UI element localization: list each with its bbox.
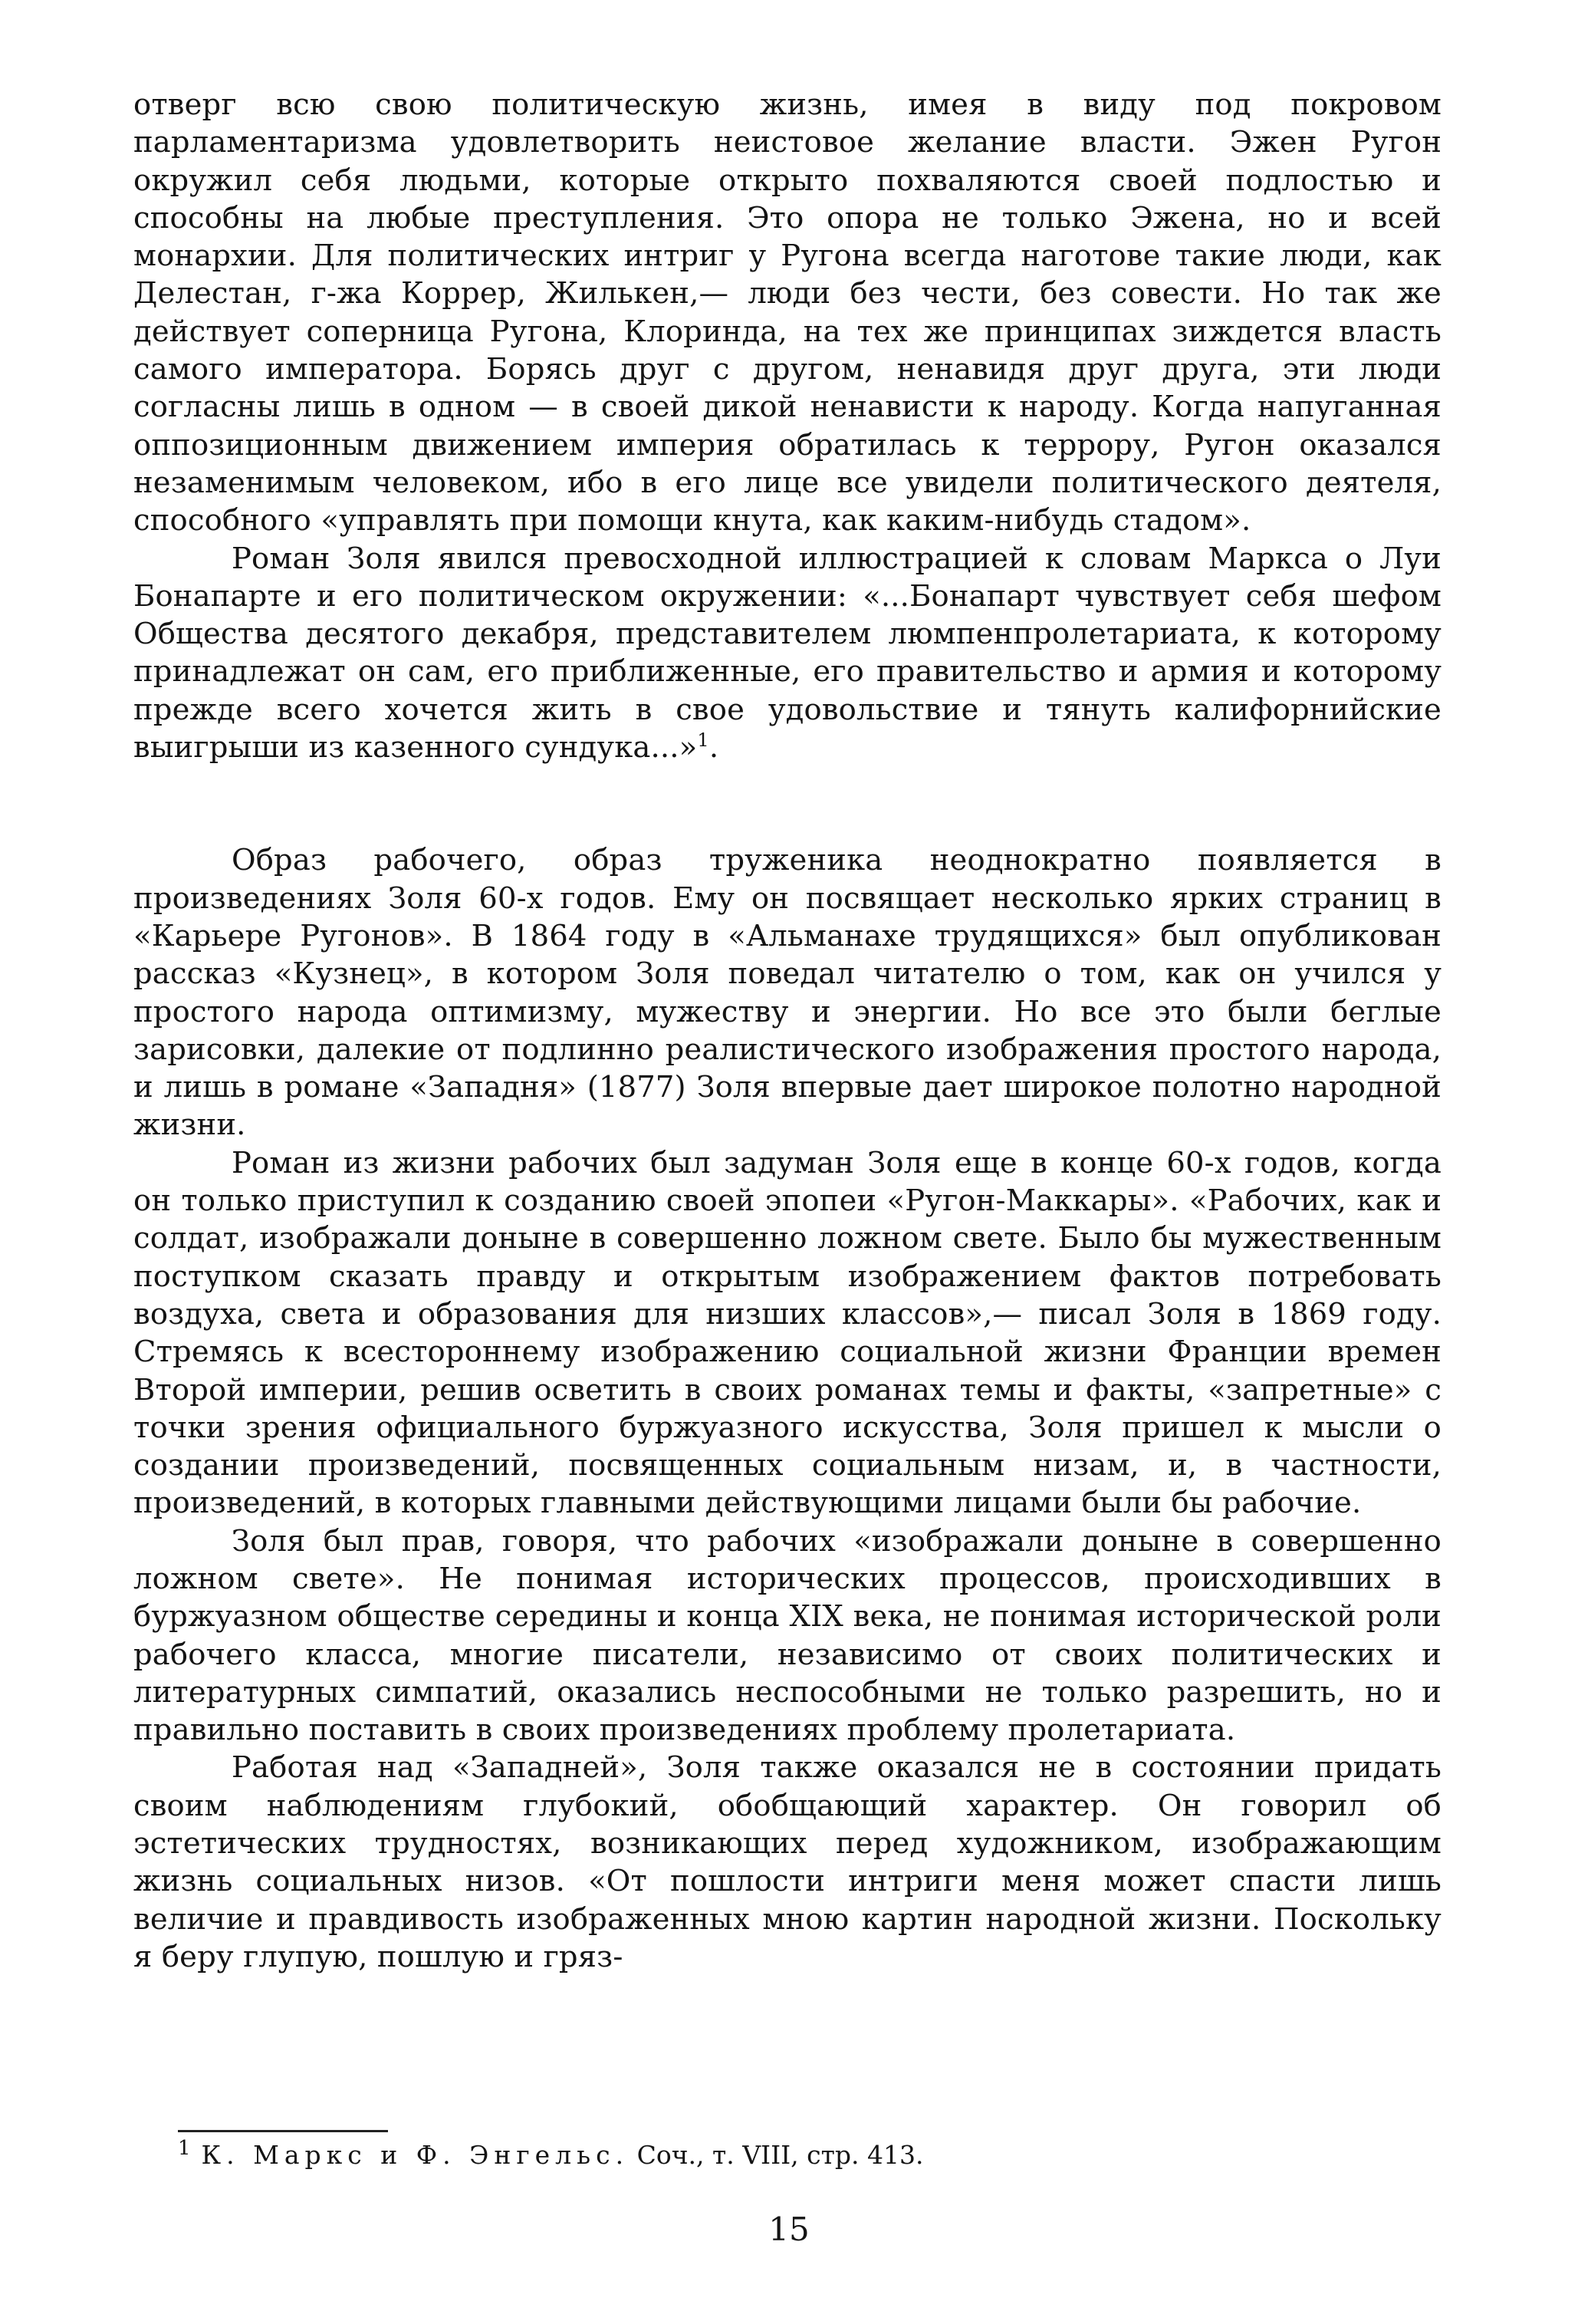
page-body xyxy=(133,86,1442,1976)
paragraph-2-end: . xyxy=(708,730,719,765)
paragraph-5: Золя был прав, говоря, что рабочих «изображали доныне в совершенно ложном свете». Не понимая исторических процессов, происходивших в буржуазном обществе середины и конца XIX века, не понимая исторической роли рабочего класса, многие писатели, независимо от своих политических и литературных симпатий, оказались неспособными не только разрешить, но и правильно поставить в своих произведениях проблему пролетариата. xyxy=(133,1523,1442,1748)
footnote-authors: К. Маркс и Ф. Энгельс. xyxy=(201,2140,630,2170)
paragraph-1: отверг всю свою политическую жизнь, имея в виду под покровом парламентаризма удовлетворить неистовое желание власти. Эжен Ругон окружил себя людьми, которые открыто похваляются своей подлостью и способны на любые преступления. Это опора не только Эжена, но и всей монархии. Для политических интриг у Ругона всегда наготове такие люди, как Делестан, г-жа Коррер, Жилькен,— люди без чести, без совести. Но так же действует соперница Ругона, Клоринда, на тех же принципах зиждется власть самого императора. Борясь друг с другом, ненавидя друг друга, эти люди согласны лишь в одном — в своей дикой ненависти к народу. Когда напуганная оппозиционным движением империя обратилась к террору, Ругон оказался незаменимым человеком, ибо в его лице все увидели политического деятеля, способного «управлять при помощи кнута, как каким-нибудь стадом». xyxy=(133,87,1442,538)
footnote-reference[interactable]: 1 xyxy=(697,729,709,752)
paragraph-6: Работая над «Западней», Золя также оказался не в состоянии придать своим наблюдениям глубокий, обобщающий характер. Он говорил об эстетических трудностях, возникающих перед художником, изображающим жизнь социальных низов. «От пошлости интриги меня может спасти лишь величие и правдивость изображенных мною картин народной жизни. Поскольку я беру глупую, пошлую и гряз- xyxy=(133,1750,1442,1974)
paragraph-3: Образ рабочего, образ труженика неоднократно появляется в произведениях Золя 60-х годов. Ему он посвящает несколько ярких страниц в «Карьере Ругонов». В 1864 году в «Альманахе трудящихся» был опубликован рассказ «Кузнец», в котором Золя поведал читателю о том, как он учился у простого народа оптимизму, мужеству и энергии. Но все это были беглые зарисовки, далекие от подлинно реалистического изображения простого народа, и лишь в романе «Западня» (1877) Золя впервые дает широкое полотно народной жизни. xyxy=(133,843,1442,1143)
paragraph-2 xyxy=(133,540,1442,767)
section-gap xyxy=(133,766,1442,841)
footnote-number: 1 xyxy=(178,2137,191,2160)
footnote-divider xyxy=(178,2130,388,2132)
footnote-source: Соч., т. VIII, стр. 413. xyxy=(636,2140,924,2170)
footnote xyxy=(178,2139,1175,2171)
page-number: 15 xyxy=(768,2210,810,2248)
paragraph-4: Роман из жизни рабочих был задуман Золя еще в конце 60-х годов, когда он только приступил к созданию своей эпопеи «Ругон-Маккары». «Рабочих, как и солдат, изображали доныне в совершенно ложном свете. Было бы мужественным поступком сказать правду и открытым изображением фактов потребовать воздуха, света и образования для низших классов»,— писал Золя в 1869 году. Стремясь к всестороннему изображению социальной жизни Франции времен Второй империи, решив осветить в своих романах темы и факты, «запретные» с точки зрения официального буржуазного искусства, Золя пришел к мысли о создании произведений, посвященных социальным низам, и, в частности, произведений, в которых главными действующими лицами были бы рабочие. xyxy=(133,1145,1442,1521)
paragraph-2-text: Роман Золя явился превосходной иллюстрацией к словам Маркса о Луи Бонапарте и его политическом окружении: «...Бонапарт чувствует себя шефом Общества десятого декабря, представителем люмпенпролетариата, к которому принадлежат он сам, его приближенные, его правительство и армия и которому прежде всего хочется жить в свое удовольствие и тянуть калифорнийские выигрыши из казенного сундука...» xyxy=(133,541,1442,765)
